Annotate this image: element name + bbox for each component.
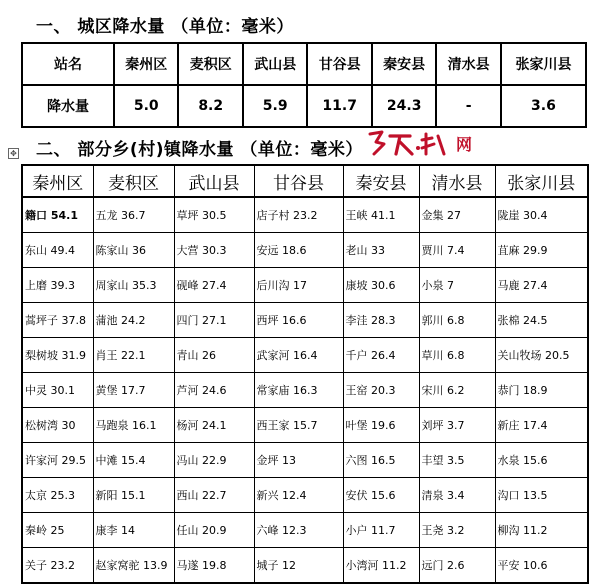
township-cell: 小泉 7 [419,268,495,303]
township-cell: 店子村 23.2 [254,197,343,233]
township-cell: 西王家 15.7 [254,408,343,443]
brush-logo-icon [366,128,454,158]
township-cell: 沟口 13.5 [495,478,588,513]
township-cell: 六峰 12.3 [254,513,343,548]
table-row [22,268,588,303]
township-cell: 赵家窝驼 13.9 [93,548,174,584]
value-cell: 11.7 [307,85,371,127]
township-cell: 太京 25.3 [22,478,93,513]
township-cell: 常家庙 16.3 [254,373,343,408]
table-header-row [22,165,588,197]
station-cell: 麦积区 [178,43,242,85]
township-cell: 康坡 30.6 [343,268,419,303]
township-cell: 小户 11.7 [343,513,419,548]
township-cell: 陇崖 30.4 [495,197,588,233]
table-row [22,85,586,127]
township-cell: 籍口 54.1 [22,197,93,233]
township-cell: 清泉 3.4 [419,478,495,513]
township-cell: 刘坪 3.7 [419,408,495,443]
station-cell: 清水县 [436,43,500,85]
township-cell: 叶堡 19.6 [343,408,419,443]
township-cell: 陈家山 36 [93,233,174,268]
township-cell: 马鹿 27.4 [495,268,588,303]
township-cell: 马遂 19.8 [174,548,254,584]
township-cell: 肖王 22.1 [93,338,174,373]
column-header: 张家川县 [495,165,588,197]
township-cell: 大营 30.3 [174,233,254,268]
township-cell: 秦岭 25 [22,513,93,548]
township-cell: 城子 12 [254,548,343,584]
township-cell: 宋川 6.2 [419,373,495,408]
section2-title: 二、 部分乡(村)镇降水量 （单位：毫米） [36,140,363,160]
township-cell: 芦河 24.6 [174,373,254,408]
section1-title: 一、 城区降水量 （单位：毫米） [36,17,294,37]
station-cell: 张家川县 [501,43,586,85]
table-row [22,408,588,443]
township-cell: 远门 2.6 [419,548,495,584]
township-cell: 安远 18.6 [254,233,343,268]
township-cell: 康李 14 [93,513,174,548]
township-cell: 六图 16.5 [343,443,419,478]
township-cell: 蒿坪子 37.8 [22,303,93,338]
watermark-text: 网 [456,134,473,154]
township-cell: 松树湾 30 [22,408,93,443]
township-cell: 青山 26 [174,338,254,373]
value-cell: - [436,85,500,127]
station-cell: 甘谷县 [307,43,371,85]
column-header: 清水县 [419,165,495,197]
township-cell: 任山 20.9 [174,513,254,548]
township-cell: 王窑 20.3 [343,373,419,408]
township-cell: 水泉 15.6 [495,443,588,478]
township-cell: 王尧 3.2 [419,513,495,548]
township-cell: 丰望 3.5 [419,443,495,478]
township-cell: 王峡 41.1 [343,197,419,233]
column-header: 秦州区 [22,165,93,197]
township-cell: 草川 6.8 [419,338,495,373]
township-cell: 五龙 36.7 [93,197,174,233]
township-cell: 中灵 30.1 [22,373,93,408]
township-cell: 小湾河 11.2 [343,548,419,584]
township-cell: 新阳 15.1 [93,478,174,513]
township-cell: 砚峰 27.4 [174,268,254,303]
township-cell: 关子 23.2 [22,548,93,584]
value-cell: 8.2 [178,85,242,127]
township-cell: 武家河 16.4 [254,338,343,373]
township-cell: 冯山 22.9 [174,443,254,478]
township-cell: 四门 27.1 [174,303,254,338]
township-cell: 草坪 30.5 [174,197,254,233]
township-cell: 黄堡 17.7 [93,373,174,408]
township-cell: 西山 22.7 [174,478,254,513]
township-cell: 马跑泉 16.1 [93,408,174,443]
township-cell: 安伏 15.6 [343,478,419,513]
station-cell: 秦州区 [114,43,178,85]
township-cell: 后川沟 17 [254,268,343,303]
column-header: 武山县 [174,165,254,197]
table-row [22,443,588,478]
township-cell: 苴麻 29.9 [495,233,588,268]
table-row [22,513,588,548]
table-row [22,548,588,584]
township-cell: 梨树坡 31.9 [22,338,93,373]
column-header: 秦安县 [343,165,419,197]
column-header: 麦积区 [93,165,174,197]
urban-precipitation-table [21,42,587,128]
column-header: 甘谷县 [254,165,343,197]
table-row [22,373,588,408]
township-precipitation-table [21,164,589,584]
table-row [22,197,588,233]
township-cell: 千户 26.4 [343,338,419,373]
value-cell: 5.9 [243,85,307,127]
value-cell: 5.0 [114,85,178,127]
header-label-cell: 站名 [22,43,114,85]
township-cell: 许家河 29.5 [22,443,93,478]
township-cell: 柳沟 11.2 [495,513,588,548]
table-row [22,478,588,513]
township-cell: 关山牧场 20.5 [495,338,588,373]
township-cell: 西坪 16.6 [254,303,343,338]
table-row [22,303,588,338]
township-cell: 周家山 35.3 [93,268,174,303]
move-anchor-icon[interactable]: ✥ [8,148,19,159]
township-cell: 杨河 24.1 [174,408,254,443]
township-cell: 新庄 17.4 [495,408,588,443]
township-cell: 东山 49.4 [22,233,93,268]
township-cell: 张棉 24.5 [495,303,588,338]
township-cell: 郭川 6.8 [419,303,495,338]
row-label-cell: 降水量 [22,85,114,127]
value-cell: 3.6 [501,85,586,127]
township-cell: 贾川 7.4 [419,233,495,268]
township-cell: 蒲池 24.2 [93,303,174,338]
township-cell: 上磨 39.3 [22,268,93,303]
township-cell: 平安 10.6 [495,548,588,584]
township-cell: 金坪 13 [254,443,343,478]
station-cell: 武山县 [243,43,307,85]
township-cell: 中滩 15.4 [93,443,174,478]
station-cell: 秦安县 [372,43,436,85]
township-cell: 恭门 18.9 [495,373,588,408]
table-row [22,233,588,268]
table-row [22,338,588,373]
table-row [22,43,586,85]
watermark-logo [366,128,472,158]
township-cell: 新兴 12.4 [254,478,343,513]
township-cell: 老山 33 [343,233,419,268]
township-cell: 金集 27 [419,197,495,233]
township-cell: 李洼 28.3 [343,303,419,338]
value-cell: 24.3 [372,85,436,127]
